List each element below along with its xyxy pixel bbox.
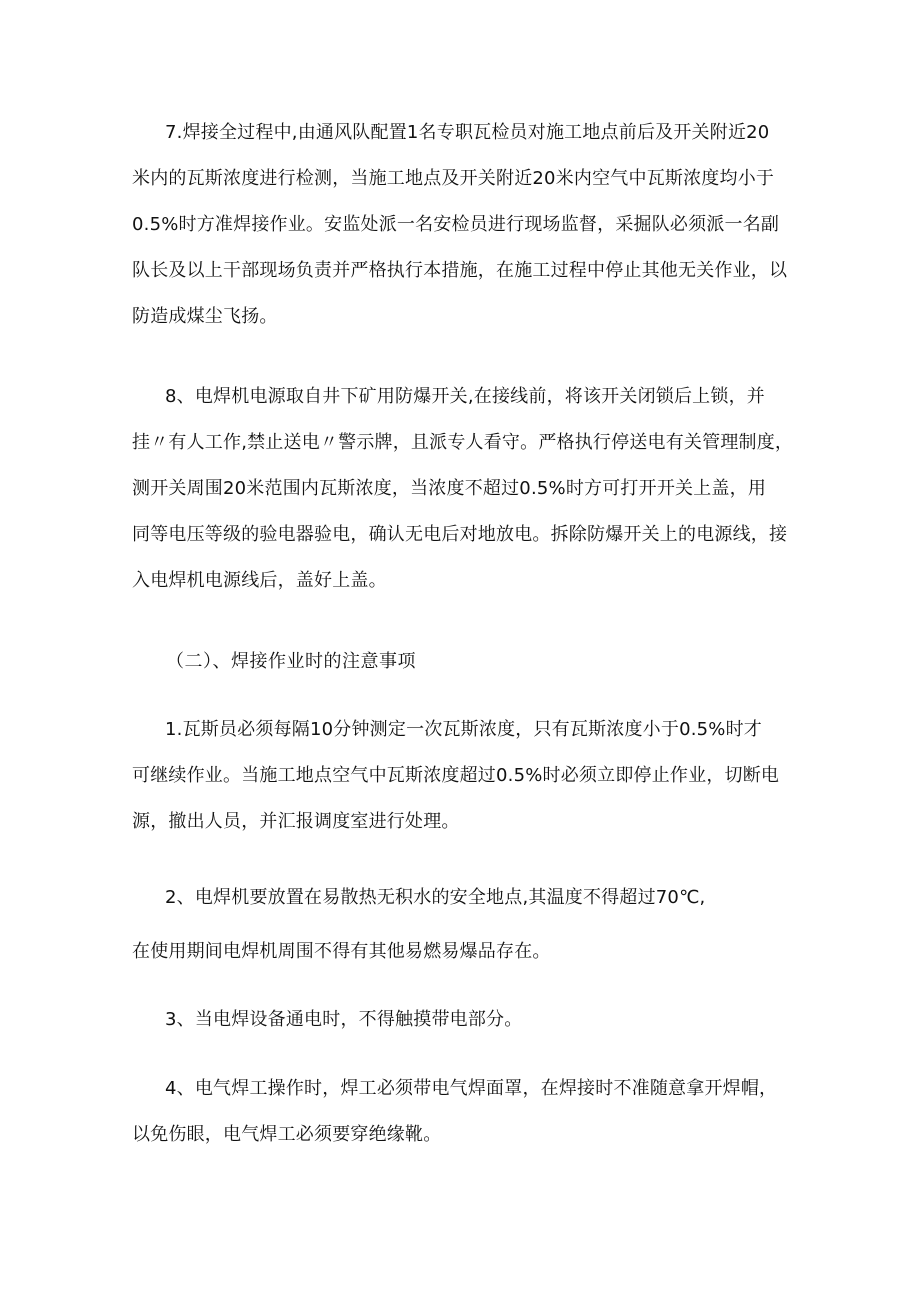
- paragraph-line: 7.焊接全过程中,由通风队配置1名专职瓦检员对施工地点前后及开关附近20: [165, 122, 770, 143]
- precaution-item-4: [132, 1066, 796, 1158]
- precaution-item-3: [132, 997, 796, 1043]
- paragraph-line: 4、电气焊工操作时，焊工必须带电气焊面罩，在焊接时不准随意拿开焊帽，: [165, 1078, 778, 1099]
- paragraph-line: 挂〃有人工作,禁止送电〃警示牌，且派专人看守。严格执行停送电有关管理制度，: [132, 432, 794, 453]
- paragraph-line: 3、当电焊设备通电时，不得触摸带电部分。: [165, 1009, 523, 1030]
- paragraph-line: 米内的瓦斯浓度进行检测，当施工地点及开关附近20米内空气中瓦斯浓度均小于: [132, 168, 775, 189]
- paragraph-line: 队长及以上干部现场负责并严格执行本措施，在施工过程中停止其他无关作业，以: [132, 260, 788, 281]
- paragraph-line: 以免伤眼，电气焊工必须要穿绝缘靴。: [132, 1124, 442, 1145]
- paragraph-line: 防造成煤尘飞扬。: [132, 306, 278, 327]
- paragraph-line: 入电焊机电源线后，盖好上盖。: [132, 570, 387, 591]
- paragraph-line: 可继续作业。当施工地点空气中瓦斯浓度超过0.5%时必须立即停止作业，切断电: [132, 765, 780, 786]
- precaution-item-2: [132, 875, 796, 921]
- paragraph-line: 2、电焊机要放置在易散热无积水的安全地点,其温度不得超过70℃,: [165, 887, 706, 908]
- paragraph-item-8: [132, 374, 796, 604]
- precaution-item-1: [132, 707, 796, 845]
- paragraph-line: 8、电焊机电源取自井下矿用防爆开关,在接线前，将该开关闭锁后上锁，并: [165, 386, 765, 407]
- paragraph-line: 源，撤出人员，并汇报调度室进行处理。: [132, 811, 460, 832]
- precaution-item-2-continuation: [132, 929, 796, 975]
- paragraph-line: 0.5%时方准焊接作业。安监处派一名安检员进行现场监督，采掘队必须派一名副: [132, 214, 780, 235]
- paragraph-line: 1.瓦斯员必须每隔10分钟测定一次瓦斯浓度，只有瓦斯浓度小于0.5%时才: [165, 719, 763, 740]
- paragraph-line: 在使用期间电焊机周围不得有其他易燃易爆品存在。: [132, 941, 551, 962]
- section-heading: （二）、焊接作业时的注意事项: [166, 651, 416, 672]
- paragraph-line: 同等电压等级的验电器验电，确认无电后对地放电。拆除防爆开关上的电源线，接: [132, 524, 788, 545]
- paragraph-item-7: [132, 110, 796, 340]
- paragraph-line: 测开关周围20米范围内瓦斯浓度，当浓度不超过0.5%时方可打开开关上盖，用: [132, 478, 767, 499]
